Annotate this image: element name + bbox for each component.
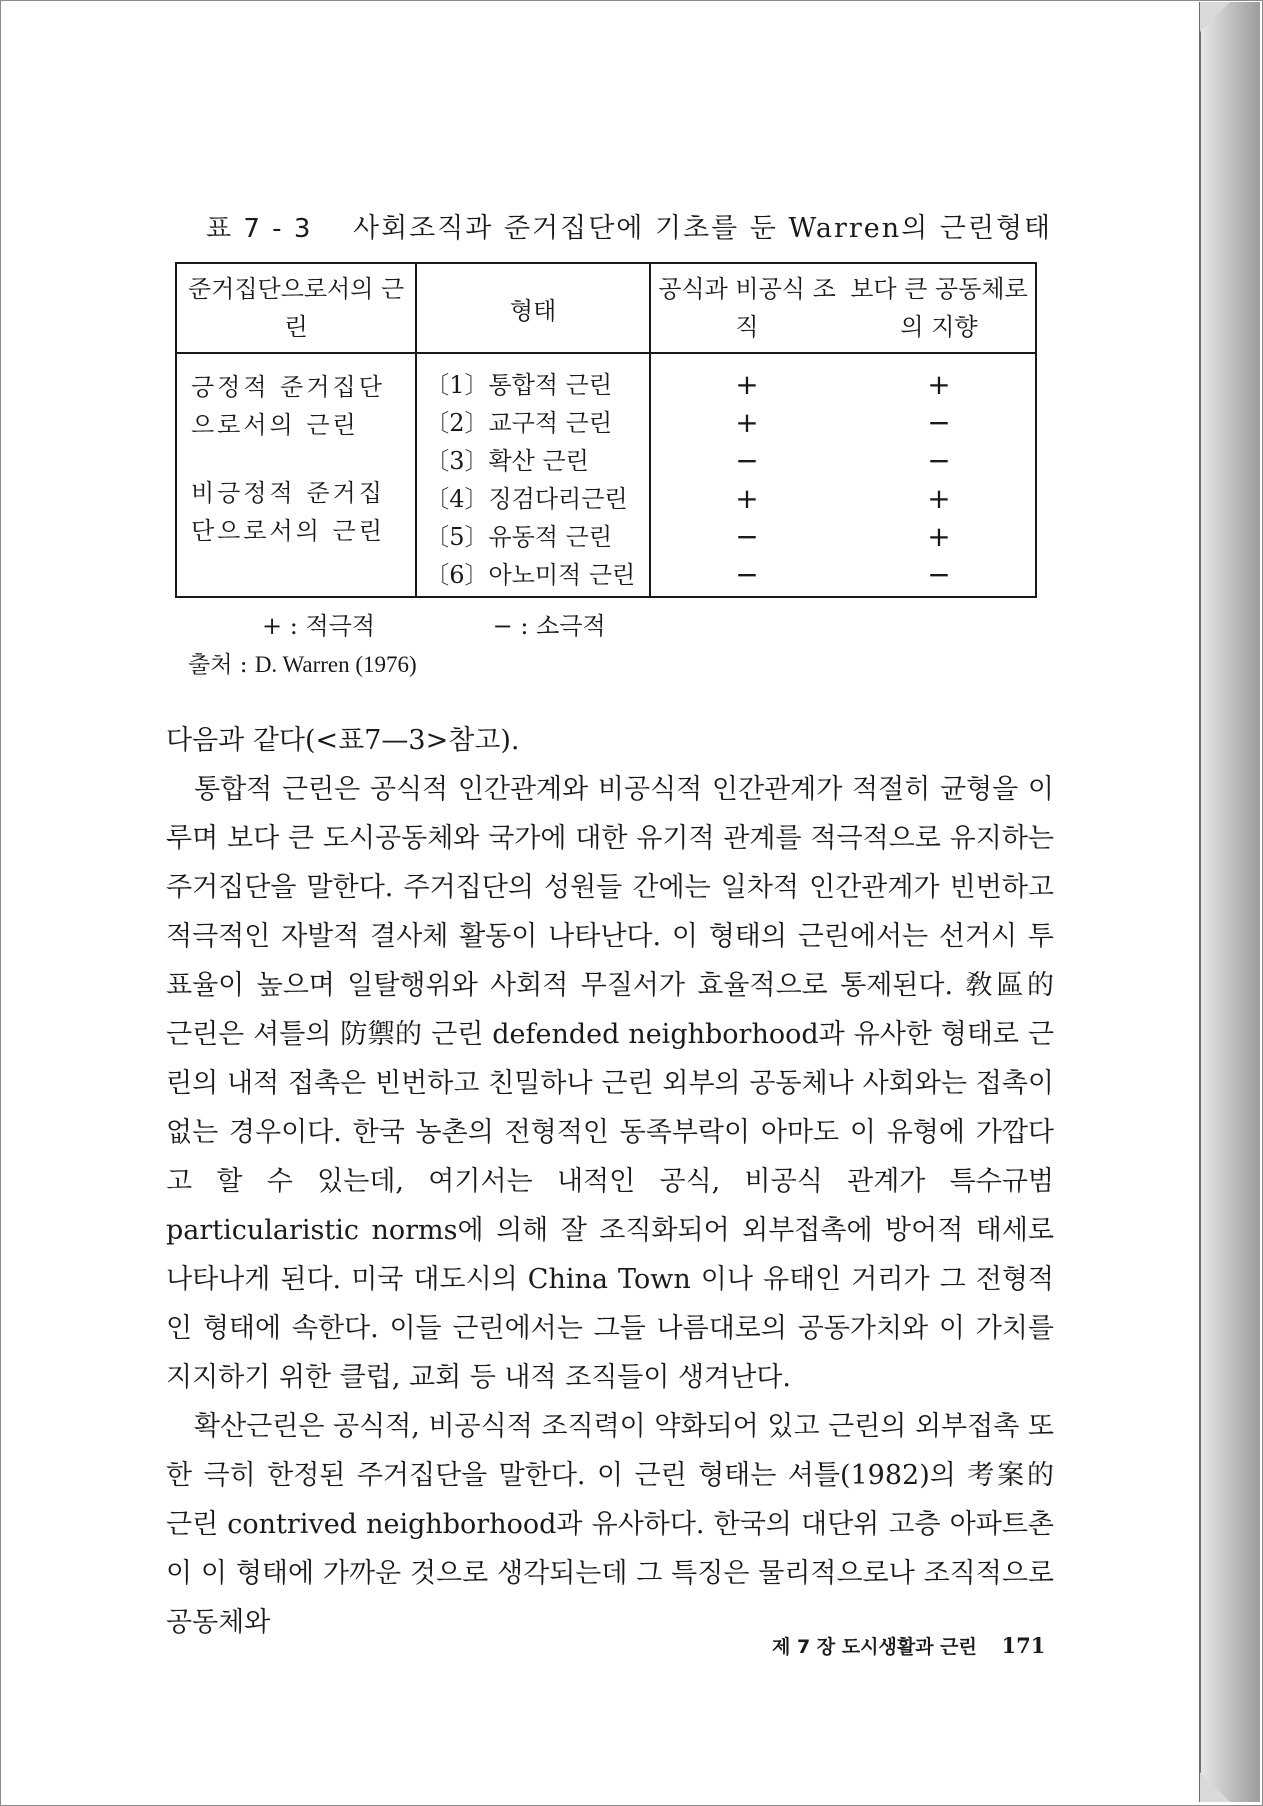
orient-sign: − [927, 558, 951, 591]
paragraph: 확산근린은 공식적, 비공식적 조직력이 약화되어 있고 근린의 외부접촉 또한 극히 한정된 주거집단을 말한다. 이 근린 형태는 셔틀(1982)의 考案的 근린 contrived neighborhood과 유사하다. 한국의 대단위 고층 아파트촌이 이 형태에 가까운 것으로 생각되는데 그 특징은 물리적으로나 조직적으로 공동체와 [166, 1411, 1054, 1638]
page-number: 171 [1001, 1633, 1046, 1658]
type-item: 〔6〕아노미적 근린 [425, 561, 636, 589]
sign-row [651, 404, 1035, 442]
page-edge-shadow [1200, 2, 1260, 1802]
paragraph: 통합적 근린은 공식적 인간관계와 비공식적 인간관계가 적절히 균형을 이루며 보다 큰 도시공동체와 국가에 대한 유기적 관계를 적극적으로 유지하는 주거집단을 말한다. 주거집단의 성원들 간에는 일차적 인간관계가 빈번하고 적극적인 자발적 결사체 활동이 나타난다. 이 형태의 근린에서는 선거시 투표율이 높으며 일탈행위와 사회적 무질서가 효율적으로 통제된다. 敎區的 근린은 셔틀의 防禦的 근린 defended neighborhood과 유사한 형태로 근린의 내적 접촉은 빈번하고 친밀하나 근린 외부의 공동체나 사회와는 접촉이 없는 경우이다. 한국 농촌의 전형적인 동족부락이 아마도 이 유형에 가깝다고 할 수 있는데, 여기서는 내적인 공식, 비공식 관계가 특수규범 particularistic norms에 의해 잘 조직화되어 외부접촉에 방어적 태세로 나타나게 된다. 미국 대도시의 China Town 이나 유태인 거리가 그 전형적인 형태에 속한다. 이들 근린에서는 그들 나름대로의 공동가치와 이 가치를 지지하기 위한 클럽, 교회 등 내적 조직들이 생겨난다. [166, 774, 1054, 1393]
body-text [166, 716, 1054, 1647]
type-item: 〔5〕유동적 근린 [425, 523, 613, 551]
orient-sign: − [927, 444, 951, 477]
orient-sign: + [927, 368, 951, 401]
paragraph: 다음과 같다(<표7—3>참고). [166, 725, 520, 756]
type-item: 〔3〕확산 근린 [425, 447, 589, 475]
group-positive: 긍정적 준거집단으로서의 근린 [191, 373, 385, 439]
legend-minus: − : 소극적 [492, 612, 606, 640]
sign-row [651, 366, 1035, 404]
header-type: 형태 [416, 263, 650, 353]
page-corner-bottom [1200, 1772, 1230, 1802]
formal-sign: − [735, 520, 759, 553]
page-footer [772, 1632, 1045, 1659]
orient-sign: + [927, 482, 951, 515]
header-formal-informal: 공식과 비공식 조직 [658, 275, 836, 341]
formal-sign: + [735, 482, 759, 515]
type-column [416, 353, 650, 597]
orient-sign: + [927, 520, 951, 553]
type-item: 〔1〕통합적 근린 [425, 371, 613, 399]
sign-row [651, 518, 1035, 556]
sign-row [651, 556, 1035, 594]
type-item: 〔2〕교구적 근린 [425, 409, 613, 437]
header-community-orientation: 보다 큰 공동체로의 지향 [850, 275, 1028, 341]
source-text: D. Warren (1976) [254, 652, 417, 677]
source-label: 출처 : [188, 652, 248, 678]
table-number: 표 7 - 3 [206, 214, 313, 244]
page-edge-line [1199, 2, 1201, 1802]
sign-column [650, 353, 1036, 597]
table-caption [206, 206, 1052, 245]
header-reference-group: 준거집단으로서의 근린 [176, 263, 416, 353]
type-item: 〔4〕징검다리근린 [425, 485, 628, 513]
group-non-positive: 비긍정적 준거집단으로서의 근린 [191, 479, 385, 545]
formal-sign: + [735, 368, 759, 401]
formal-sign: + [735, 406, 759, 439]
sign-row [651, 442, 1035, 480]
header-attributes [650, 263, 1036, 353]
table-body-row [176, 353, 1036, 597]
table-header-row [176, 263, 1036, 353]
table-legend [262, 606, 606, 641]
sign-row [651, 480, 1035, 518]
chapter-title: 제 7 장 도시생활과 근린 [772, 1636, 977, 1658]
legend-plus: + : 적극적 [262, 612, 376, 640]
orient-sign: − [927, 406, 951, 439]
table-title: 사회조직과 준거집단에 기초를 둔 Warren의 근린형태 [352, 213, 1053, 244]
group-column [176, 353, 416, 597]
formal-sign: − [735, 444, 759, 477]
formal-sign: − [735, 558, 759, 591]
page-corner-top [1200, 2, 1230, 32]
table-source [188, 646, 417, 679]
warren-neighborhood-table [175, 262, 1037, 598]
